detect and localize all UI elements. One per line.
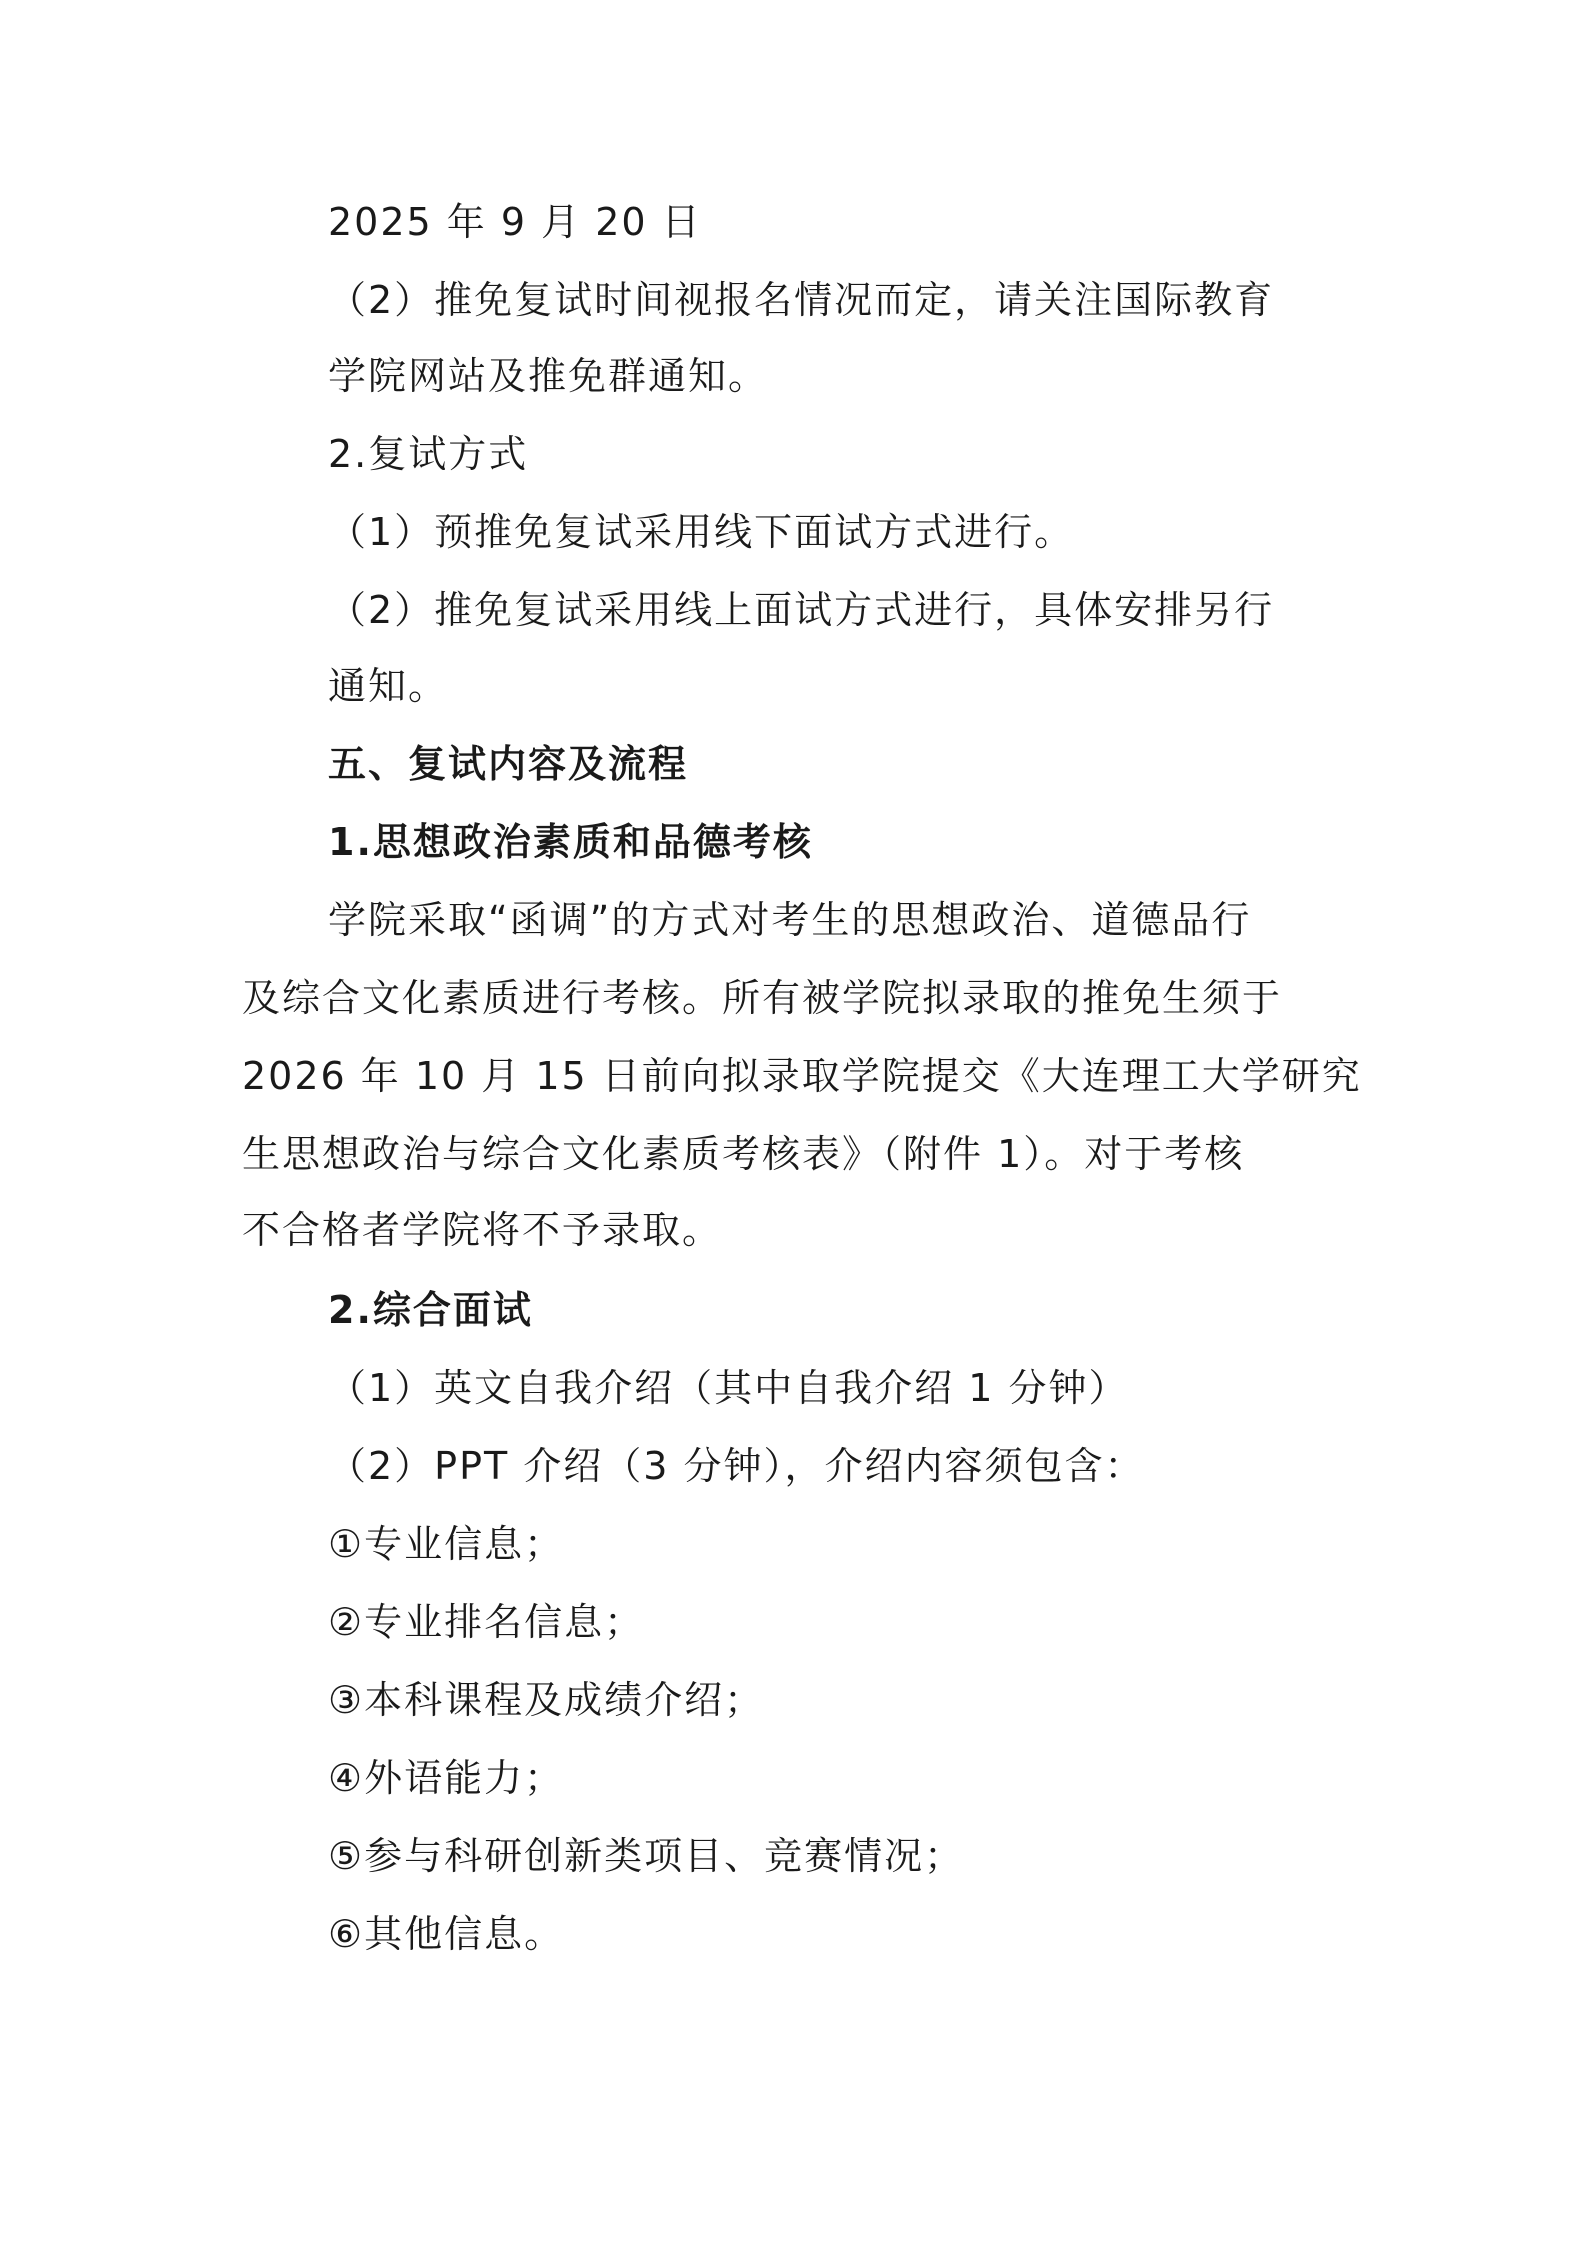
subheading-interview: 2.综合面试 bbox=[328, 1288, 533, 1332]
method-item-2: （2）推免复试采用线上面试方式进行，具体安排另行 bbox=[328, 588, 1275, 632]
content-item-2: ②专业排名信息； bbox=[328, 1600, 645, 1644]
paragraph-line-4: 生思想政治与综合文化素质考核表》（附件 1）。对于考核 bbox=[242, 1132, 1245, 1176]
paragraph-line-2: 及综合文化素质进行考核。所有被学院拟录取的推免生须于 bbox=[242, 976, 1283, 1020]
schedule-note-2: （2）推免复试时间视报名情况而定，请关注国际教育 bbox=[328, 278, 1275, 322]
paragraph-line-1: 学院采取“函调”的方式对考生的思想政治、道德品行 bbox=[328, 898, 1252, 942]
schedule-note-2-cont: 学院网站及推免群通知。 bbox=[328, 354, 769, 398]
interview-item-2: （2）PPT 介绍（3 分钟），介绍内容须包含： bbox=[328, 1444, 1145, 1488]
subheading-ideology-assessment: 1.思想政治素质和品德考核 bbox=[328, 820, 813, 864]
interview-item-1: （1）英文自我介绍（其中自我介绍 1 分钟） bbox=[328, 1366, 1129, 1410]
content-item-5: ⑤参与科研创新类项目、竞赛情况； bbox=[328, 1834, 965, 1878]
method-item-1: （1）预推免复试采用线下面试方式进行。 bbox=[328, 510, 1075, 554]
section-heading-retest-method: 2.复试方式 bbox=[328, 432, 529, 476]
content-item-6: ⑥其他信息。 bbox=[328, 1912, 565, 1956]
content-item-4: ④外语能力； bbox=[328, 1756, 565, 1800]
method-item-2-cont: 通知。 bbox=[328, 664, 449, 708]
section-heading-content-process: 五、复试内容及流程 bbox=[328, 742, 689, 786]
paragraph-line-3: 2026 年 10 月 15 日前向拟录取学院提交《大连理工大学研究 bbox=[242, 1054, 1362, 1098]
content-item-1: ①专业信息； bbox=[328, 1522, 565, 1566]
date-line: 2025 年 9 月 20 日 bbox=[328, 200, 702, 244]
paragraph-line-5: 不合格者学院将不予录取。 bbox=[242, 1208, 723, 1252]
content-item-3: ③本科课程及成绩介绍； bbox=[328, 1678, 765, 1722]
